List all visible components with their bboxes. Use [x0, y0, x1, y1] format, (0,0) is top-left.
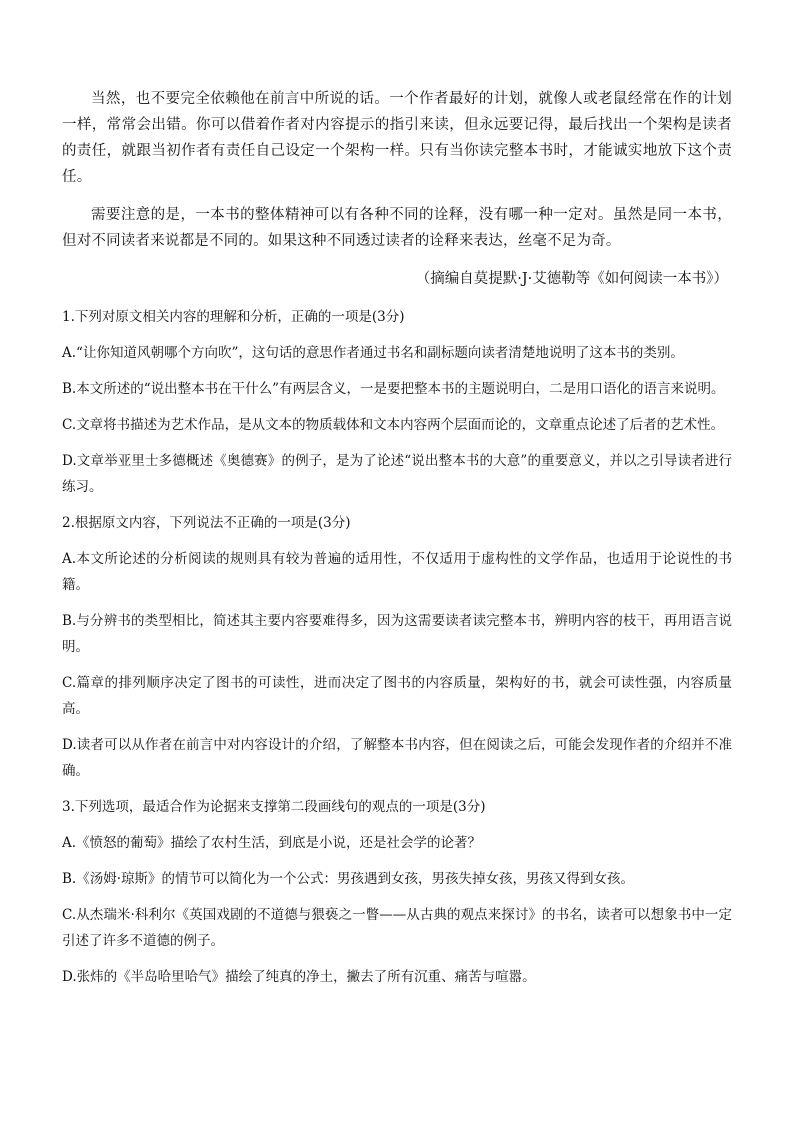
- question-stem: 2.根据原文内容，下列说法不正确的一项是(3分): [62, 515, 351, 531]
- document-content: [62, 86, 732, 1000]
- option-b: B.本文所述的“说出整本书在干什么”有两层含义，一是要把整本书的主题说明白，二是用口语化的语言来说明。: [62, 381, 725, 397]
- option-a: A.“让你知道风朝哪个方向吹”，这句话的意思作者通过书名和副标题向读者清楚地说明了这本书的类别。: [62, 345, 684, 361]
- question-stem: 1.下列对原文相关内容的理解和分析，正确的一项是(3分): [62, 309, 405, 325]
- option-b: B.与分辨书的类型相比，简述其主要内容要难得多，因为这需要读者读完整本书，辨明内容的枝干，再用语言说明。: [62, 613, 732, 655]
- option-d: D.读者可以从作者在前言中对内容设计的介绍，了解整本书内容，但在阅读之后，可能会发现作者的介绍并不准确。: [62, 737, 732, 779]
- option-a: A.本文所论述的分析阅读的规则具有较为普遍的适用性，不仅适用于虚构性的文学作品，也适用于论说性的书籍。: [62, 551, 732, 593]
- passage-source: （摘编自莫提默·J·艾德勒等《如何阅读一本书》）: [415, 271, 728, 287]
- option-d: D.文章举亚里士多德概述《奥德赛》的例子，是为了论述“说出整本书的大意”的重要意义，并以之引导读者进行练习。: [62, 453, 732, 495]
- question-2: [62, 510, 732, 784]
- option-c: C.篇章的排列顺序决定了图书的可读性，进而决定了图书的内容质量，架构好的书，就会可读性强，内容质量高。: [62, 675, 732, 717]
- option-c: C.文章将书描述为艺术作品，是从文本的物质载体和文本内容两个层面而论的，文章重点论述了后者的艺术性。: [62, 417, 725, 433]
- option-c: C.从杰瑞米·科利尔《英国戏剧的不道德与猥亵之一瞥——从古典的观点来探讨》的书名，读者可以想象书中一定引述了许多不道德的例子。: [62, 907, 732, 949]
- option-d: D.张炜的《半岛哈里哈气》描绘了纯真的净土，撇去了所有沉重、痛苦与喧嚣。: [62, 969, 536, 985]
- question-1: [62, 304, 732, 500]
- option-a: A.《愤怒的葡萄》描绘了农村生活，到底是小说，还是社会学的论著？: [62, 835, 482, 851]
- passage-paragraph-1: 当然，也不要完全依赖他在前言中所说的话。一个作者最好的计划，就像人或老鼠经常在作的计划一样，常常会出错。你可以借着作者对内容提示的指引来读，但永远要记得，最后找出一个架构是读者的责任，就跟当初作者有责任自己设定一个架构一样。只有当你读完整本书时，才能诚实地放下这个责任。: [62, 91, 732, 185]
- option-b: B.《汤姆·琼斯》的情节可以简化为一个公式：男孩遇到女孩，男孩失掉女孩，男孩又得到女孩。: [62, 871, 635, 887]
- passage-paragraph-2: 需要注意的是，一本书的整体精神可以有各种不同的诠释，没有哪一种一定对。虽然是同一本书，但对不同读者来说都是不同的。如果这种不同透过读者的诠释来表达，丝毫不足为奇。: [62, 207, 732, 249]
- question-3: [62, 794, 732, 990]
- question-stem: 3.下列选项，最适合作为论据来支撑第二段画线句的观点的一项是(3分): [62, 799, 486, 815]
